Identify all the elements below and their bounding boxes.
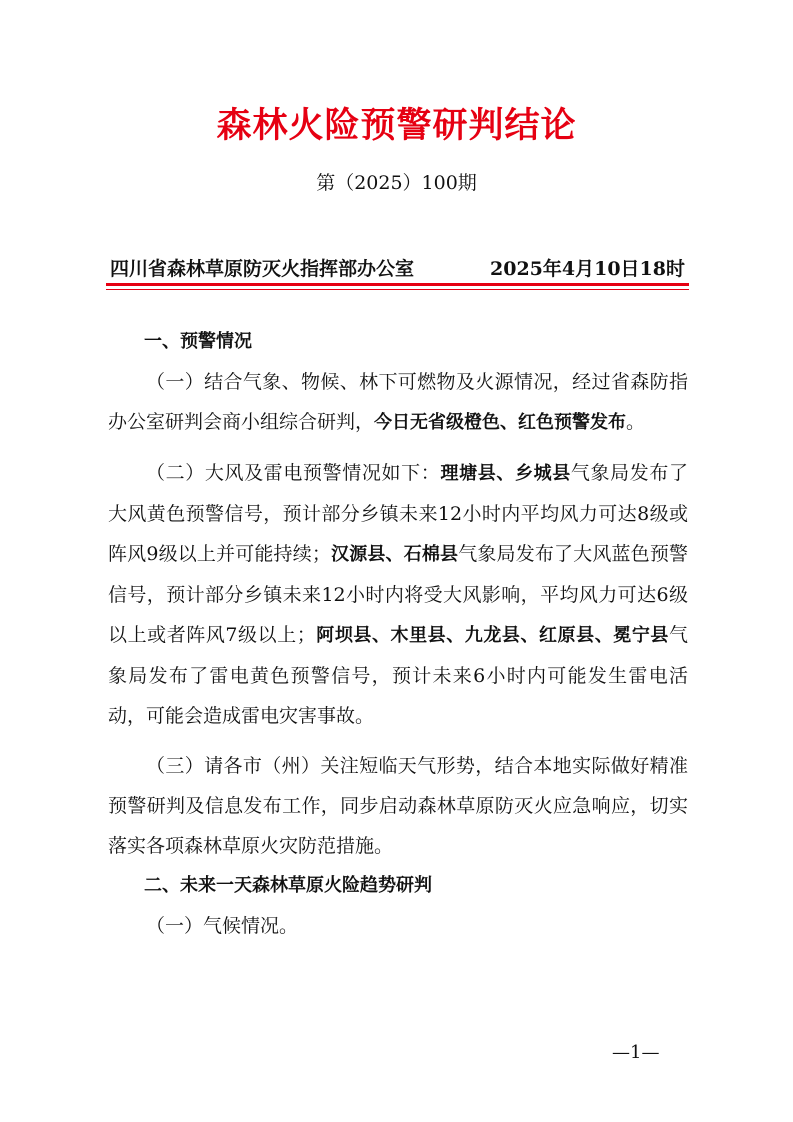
issue-number: 第（2025）100期 — [316, 172, 477, 194]
document-title: 森林火险预警研判结论 — [216, 106, 577, 146]
text-run: （一）结合气象、物候、林下可燃物及火源情况，经过省森防指办公室研判会商小组综合研判， — [108, 371, 688, 433]
subsection-climate: （一）气候情况。 — [146, 915, 299, 937]
paragraph-wind-thunder — [108, 453, 688, 736]
emphasis-counties-blue-wind: 汉源县、石棉县 — [330, 544, 459, 565]
text-run: 气象局发布了大风黄色预警信号，预计部分乡镇未来12小时内平均风力可达8级或阵风9级以上并可能持续； — [108, 462, 688, 565]
emphasis-counties-thunder: 阿坝县、木里县、九龙县、红原县、冕宁县 — [315, 625, 669, 646]
header-divider-thin — [106, 289, 689, 290]
section-heading-warning: 一、预警情况 — [144, 331, 252, 352]
header-divider-thick — [106, 283, 689, 286]
document-body — [108, 322, 688, 946]
paragraph-response-request: （三）请各市（州）关注短临天气形势，结合本地实际做好精准预警研判及信息发布工作，同步启动森林草原防灭火应急响应，切实落实各项森林草原火灾防范措施。 — [108, 755, 688, 857]
paragraph-overall-assessment — [108, 362, 688, 443]
document-header — [110, 254, 685, 280]
issuer-name: 四川省森林草原防灭火指挥部办公室 — [110, 258, 415, 280]
issue-datetime: 2025年4月10日18时 — [490, 258, 685, 280]
emphasis-no-warning: 今日无省级橙色、红色预警发布 — [374, 412, 627, 433]
text-run: 气象局发布了大风蓝色预警信号，预计部分乡镇未来12小时内将受大风影响，平均风力可达6级以上或者阵风7级以上； — [108, 543, 688, 646]
text-run: 。 — [626, 411, 646, 433]
section-heading-trend: 二、未来一天森林草原火险趋势研判 — [144, 875, 432, 896]
text-run: 气象局发布了雷电黄色预警信号，预计未来6小时内可能发生雷电活动，可能会造成雷电灾害事故。 — [108, 624, 689, 727]
page-number: —1— — [612, 1042, 660, 1063]
text-run: （二）大风及雷电预警情况如下： — [146, 462, 441, 484]
emphasis-counties-yellow-wind: 理塘县、乡城县 — [440, 463, 571, 484]
